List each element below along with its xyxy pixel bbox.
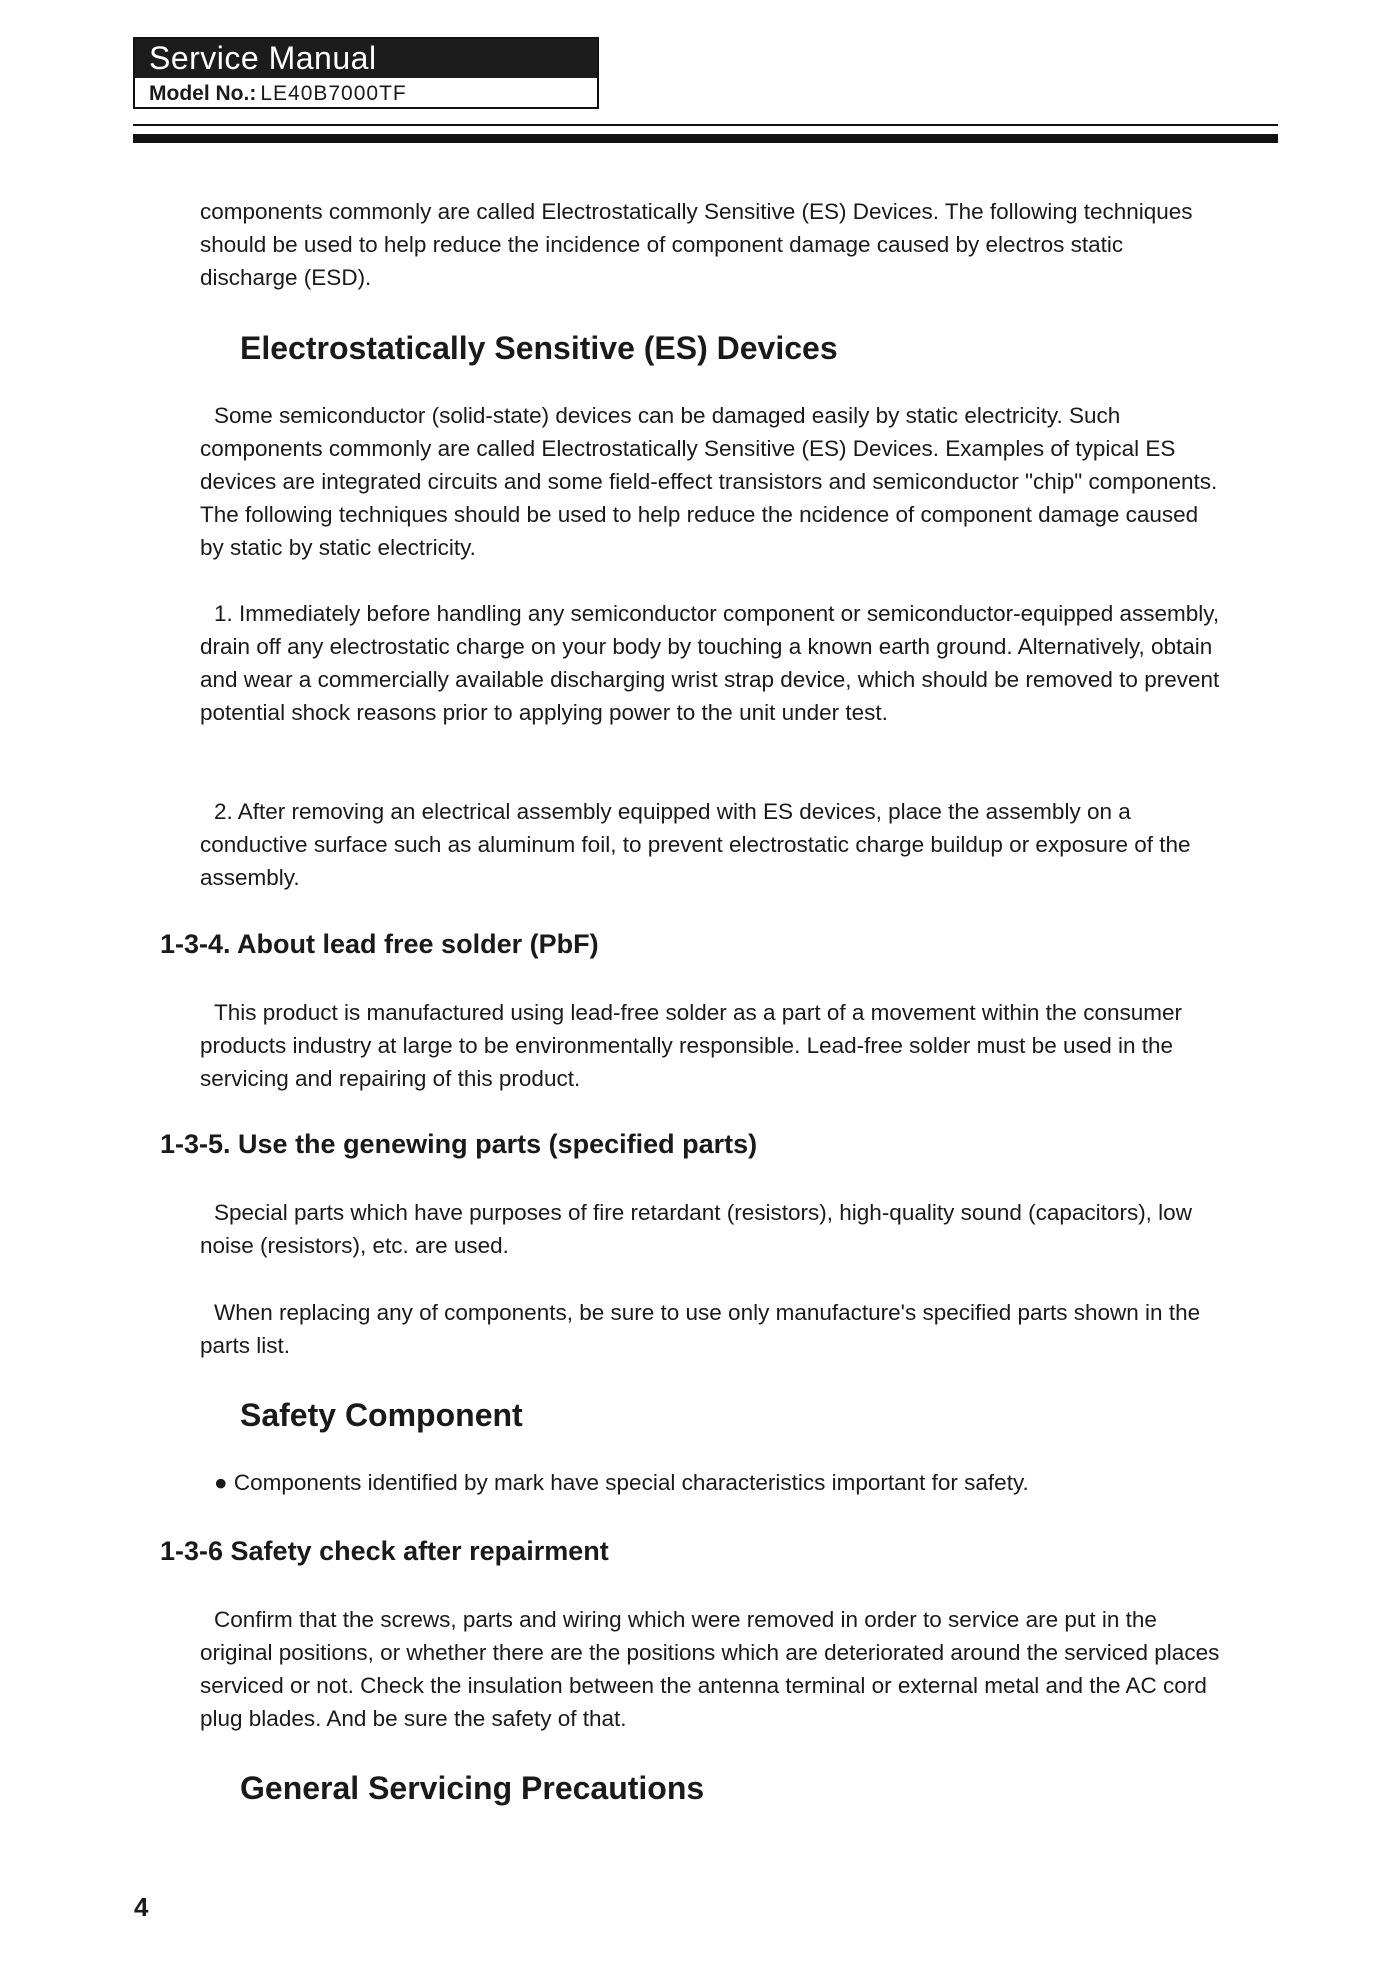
section-1-3-6-heading: 1-3-6 Safety check after repairment [160,1536,609,1566]
es-step-2: 2. After removing an electrical assembly equipped with ES devices, place the assembly on a conductive surface such as aluminum foil, to prevent electrostatic charge buildup or exposure of the assembly. [200,799,1191,890]
intro-paragraph: components commonly are called Electrostatically Sensitive (ES) Devices. The following techniques should be used to help reduce the incidence of component damage caused by electros static discharge (ESD). [200,199,1193,290]
general-servicing-heading: General Servicing Precautions [240,1770,705,1806]
manual-title: Service Manual [135,39,597,78]
model-label: Model No.: [149,82,257,105]
manual-header-box [133,37,599,109]
model-value: LE40B7000TF [260,82,407,105]
section-1-3-5-paragraph-2: When replacing any of components, be sure to use only manufacture's specified parts shown in the parts list. [200,1300,1201,1358]
section-1-3-4-heading: 1-3-4. About lead free solder (PbF) [160,929,599,959]
es-devices-paragraph: Some semiconductor (solid-state) devices can be damaged easily by static electricity. Such components commonly are called Electrostatically Sensitive (ES) Devices. Examples of typical ES devices are integrated circuits and some field-effect transistors and semiconductor "chip" components. The following techniques should be used to help reduce the ncidence of component damage caused by static by static electricity. [200,403,1218,560]
section-1-3-6-paragraph: Confirm that the screws, parts and wiring which were removed in order to service are put in the original positions, or whether there are the positions which are deteriorated around the serviced places serviced or not. Check the insulation between the antenna terminal or external metal and the AC cord plug blades. And be sure the safety of that. [200,1607,1220,1731]
es-step-1: 1. Immediately before handling any semiconductor component or semiconductor-equipped assembly, drain off any electrostatic charge on your body by touching a known earth ground. Alternatively, obtain and wear a commercially available discharging wrist strap device, which should be removed to prevent potential shock reasons prior to applying power to the unit under test. [200,601,1220,725]
header-rule-thin [133,124,1278,126]
safety-bullet-item: ● Components identified by mark have special characteristics important for safety. [214,1470,1029,1495]
model-number-line [149,80,407,107]
section-1-3-5-paragraph-1: Special parts which have purposes of fire retardant (resistors), high-quality sound (capacitors), low noise (resistors), etc. are used. [200,1200,1192,1258]
page-number: 4 [134,1892,149,1922]
header-rule-thick [133,134,1278,143]
es-devices-heading: Electrostatically Sensitive (ES) Devices [240,330,838,366]
safety-component-heading: Safety Component [240,1397,523,1433]
section-1-3-4-paragraph: This product is manufactured using lead-free solder as a part of a movement within the consumer products industry at large to be environmentally responsible. Lead-free solder must be used in the servicing and repairing of this product. [200,1000,1182,1091]
section-1-3-5-heading: 1-3-5. Use the genewing parts (specified parts) [160,1129,758,1159]
